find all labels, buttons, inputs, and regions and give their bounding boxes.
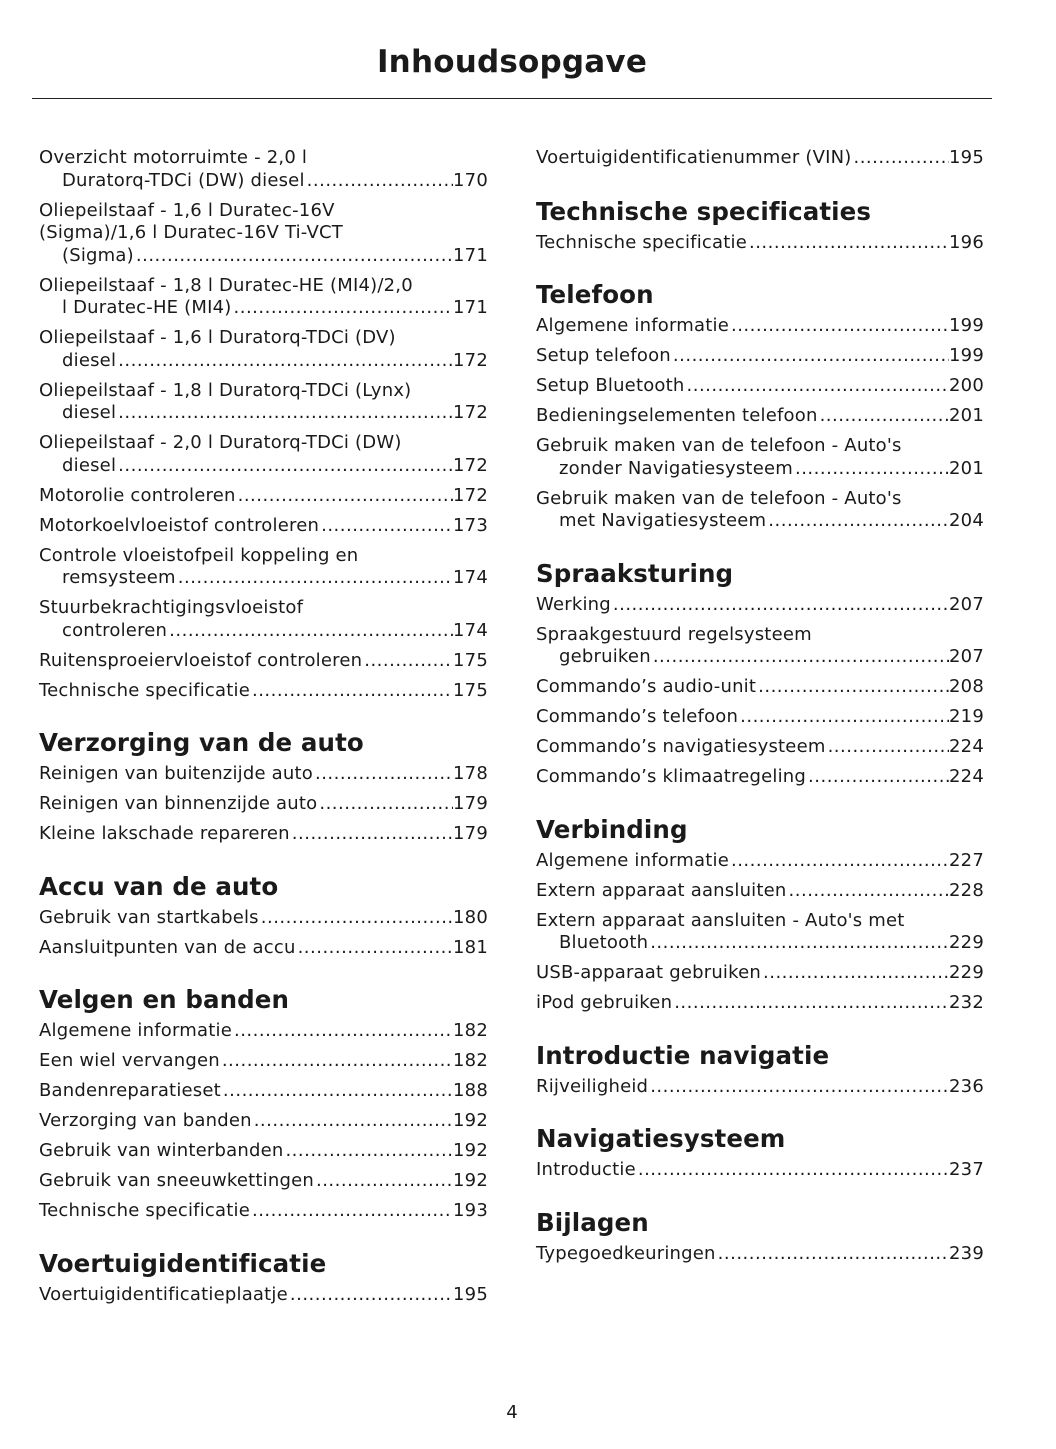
toc-page-number: 188 <box>453 1080 488 1101</box>
toc-entry-line: (Sigma)/1,6 l Duratec-16V Ti-VCT <box>39 222 343 243</box>
dot-leader <box>314 1170 453 1193</box>
toc-entry[interactable] <box>39 1200 488 1223</box>
dot-leader <box>672 992 949 1015</box>
toc-entry[interactable] <box>39 823 488 846</box>
toc-entry-title: Verzorging van banden <box>39 1110 252 1131</box>
toc-entry-line: Stuurbekrachtigingsvloeistof <box>39 597 304 618</box>
section-heading: Bijlagen <box>536 1207 649 1237</box>
toc-entry[interactable] <box>536 315 984 338</box>
dot-leader <box>636 1159 949 1182</box>
toc-page-number: 228 <box>949 879 984 901</box>
toc-entry-line: Oliepeilstaaf - 1,8 l Duratorq-TDCi (Lynx) <box>39 379 412 401</box>
toc-entry-title: Commando’s navigatiesysteem <box>536 736 826 757</box>
toc-entry-last-line <box>536 932 984 955</box>
toc-entry[interactable] <box>536 850 984 873</box>
dot-leader <box>651 646 949 669</box>
toc-page-number: 182 <box>453 1020 488 1041</box>
toc-page-number: 219 <box>949 706 984 727</box>
toc-page-number: 173 <box>453 514 488 536</box>
toc-entry-title: diesel <box>62 454 117 476</box>
toc-page-number: 193 <box>453 1200 488 1221</box>
dot-leader <box>259 907 453 930</box>
toc-entry[interactable] <box>39 1140 488 1163</box>
toc-page-number: 199 <box>949 345 984 366</box>
dot-leader <box>362 650 453 673</box>
toc-page-number: 229 <box>949 932 984 953</box>
toc-entry[interactable] <box>536 435 984 480</box>
toc-entry-title: Typegoedkeuringen <box>536 1242 716 1264</box>
toc-entry-title: Gebruik van sneeuwkettingen <box>39 1170 314 1191</box>
dot-leader <box>826 736 949 759</box>
toc-entry-line: Extern apparaat aansluiten - Auto's met <box>536 909 905 931</box>
toc-entry-title: diesel <box>62 349 117 371</box>
dot-leader <box>232 1020 453 1043</box>
toc-entry[interactable] <box>536 676 984 699</box>
toc-page-number: 172 <box>453 484 488 506</box>
section-heading: Accu van de auto <box>39 871 279 901</box>
dot-leader <box>221 1080 453 1103</box>
dot-leader <box>671 345 949 368</box>
dot-leader <box>220 1050 453 1073</box>
toc-page-number: 201 <box>949 457 984 479</box>
toc-page-number: 199 <box>949 315 984 336</box>
toc-entry-title: Motorkoelvloeistof controleren <box>39 514 320 536</box>
toc-entry-title: Bedieningselementen telefoon <box>536 405 818 426</box>
section-heading: Velgen en banden <box>39 985 290 1014</box>
toc-entry-line: Overzicht motorruimte - 2,0 l <box>39 147 308 168</box>
toc-entry[interactable] <box>39 515 488 538</box>
toc-entry[interactable] <box>536 736 984 759</box>
toc-entry-title: (Sigma) <box>62 244 134 266</box>
toc-page-number: 172 <box>453 454 488 476</box>
toc-page-number: 192 <box>453 1140 488 1161</box>
toc-entry-last-line <box>39 823 488 846</box>
toc-entry-title: Ruitensproeiervloeistof controleren <box>39 649 363 671</box>
toc-page-number: 195 <box>949 147 984 168</box>
section-heading: Voertuigidentificatie <box>39 1248 327 1278</box>
toc-page-number: 181 <box>453 936 488 958</box>
toc-entry-last-line <box>536 375 984 398</box>
toc-entry-title: remsysteem <box>62 567 176 588</box>
toc-entry-last-line <box>536 1076 984 1099</box>
toc-entry[interactable] <box>536 992 984 1015</box>
toc-entry[interactable] <box>39 597 488 642</box>
toc-page-number: 237 <box>949 1159 984 1180</box>
toc-entry-title: Algemene informatie <box>39 1020 232 1041</box>
toc-entry-title: Commando’s klimaatregeling <box>536 766 807 787</box>
dot-leader <box>611 594 949 617</box>
toc-entry-last-line <box>536 766 984 789</box>
toc-entry[interactable] <box>536 766 984 789</box>
toc-page-number: 174 <box>453 619 488 641</box>
toc-entry[interactable] <box>536 232 984 255</box>
section-heading: Telefoon <box>536 280 654 309</box>
toc-entry-last-line <box>39 793 488 816</box>
toc-entry-last-line <box>536 962 984 985</box>
toc-entry[interactable] <box>39 907 488 930</box>
dot-leader <box>818 405 949 428</box>
section-heading: Navigatiesysteem <box>536 1124 786 1153</box>
toc-page-number: 207 <box>949 593 984 615</box>
toc-page-number: 239 <box>949 1242 984 1264</box>
toc-entry-last-line <box>39 297 488 320</box>
toc-entry-title: Setup Bluetooth <box>536 375 685 396</box>
dot-leader <box>176 567 453 590</box>
toc-entry[interactable] <box>536 880 984 903</box>
toc-entry-last-line <box>39 937 488 960</box>
title-divider <box>32 98 992 99</box>
toc-entry-last-line <box>536 736 984 759</box>
toc-entry-title: Algemene informatie <box>536 849 729 871</box>
toc-entry-title: Reinigen van binnenzijde auto <box>39 793 318 814</box>
toc-entry-title: Bluetooth <box>559 932 649 953</box>
toc-entry-title: Gebruik van winterbanden <box>39 1140 284 1161</box>
toc-entry-last-line <box>536 646 984 669</box>
toc-entry-last-line <box>536 315 984 338</box>
toc-page-number: 172 <box>453 402 488 423</box>
toc-entry[interactable] <box>39 275 488 320</box>
toc-page-number: 227 <box>949 849 984 871</box>
toc-entry-last-line <box>536 850 984 873</box>
toc-entry-last-line <box>39 245 488 268</box>
toc-entry-title: Reinigen van buitenzijde auto <box>39 763 313 784</box>
dot-leader <box>236 485 453 508</box>
toc-entry[interactable] <box>39 793 488 816</box>
toc-page-number: 172 <box>453 349 488 371</box>
toc-entry[interactable] <box>536 375 984 398</box>
toc-entry-title: controleren <box>62 619 168 641</box>
dot-leader <box>232 297 454 320</box>
toc-entry-last-line <box>39 350 488 373</box>
toc-entry[interactable] <box>39 327 488 372</box>
toc-entry[interactable] <box>39 1080 488 1103</box>
toc-entry-last-line <box>39 515 488 538</box>
toc-page-number: 179 <box>453 793 488 814</box>
toc-entry-last-line <box>39 1020 488 1043</box>
toc-entry[interactable] <box>536 405 984 428</box>
toc-page-number: 171 <box>453 297 488 318</box>
toc-entry-last-line <box>536 1243 984 1266</box>
toc-page-number: 171 <box>453 244 488 266</box>
toc-page-number: 175 <box>453 679 488 701</box>
toc-entry-title: met Navigatiesysteem <box>559 510 767 531</box>
toc-entry-last-line <box>39 455 488 478</box>
toc-entry-last-line <box>536 992 984 1015</box>
toc-entry[interactable] <box>39 1110 488 1133</box>
toc-entry[interactable] <box>536 706 984 729</box>
toc-page-number: 192 <box>453 1110 488 1131</box>
toc-entry-last-line <box>39 1170 488 1193</box>
dot-leader <box>747 232 949 255</box>
dot-leader <box>793 458 949 481</box>
dot-leader <box>648 932 949 955</box>
toc-entry[interactable] <box>39 1170 488 1193</box>
toc-page-number: 196 <box>949 231 984 253</box>
toc-entry-line: Oliepeilstaaf - 1,6 l Duratorq-TDCi (DV) <box>39 327 396 348</box>
section-heading: Technische specificaties <box>536 196 872 226</box>
toc-entry-last-line <box>536 405 984 428</box>
dot-leader <box>116 402 453 425</box>
toc-entry-last-line <box>39 1200 488 1223</box>
toc-page-number: 180 <box>453 906 488 928</box>
toc-entry[interactable] <box>536 147 984 170</box>
toc-page-number: 200 <box>949 375 984 396</box>
dot-leader <box>716 1243 949 1266</box>
toc-page-number: 174 <box>453 567 488 588</box>
toc-entry-last-line <box>536 345 984 368</box>
section-heading: Verbinding <box>536 814 688 844</box>
toc-entry-line: Spraakgestuurd regelsysteem <box>536 623 812 645</box>
toc-entry[interactable] <box>39 485 488 508</box>
toc-entry-title: Gebruik van startkabels <box>39 906 259 928</box>
dot-leader <box>290 823 453 846</box>
toc-entry-last-line <box>39 485 488 508</box>
toc-page-number: 195 <box>453 1283 488 1305</box>
toc-entry-last-line <box>39 680 488 703</box>
toc-entry-last-line <box>39 907 488 930</box>
dot-leader <box>761 962 949 985</box>
toc-entry[interactable] <box>39 380 488 425</box>
toc-entry[interactable] <box>536 910 984 955</box>
toc-entry-last-line <box>536 232 984 255</box>
dot-leader <box>806 766 949 789</box>
dot-leader <box>317 793 453 816</box>
toc-entry-last-line <box>536 1159 984 1182</box>
toc-entry-title: Een wiel vervangen <box>39 1050 220 1071</box>
dot-leader <box>738 706 949 729</box>
page-title: Inhoudsopgave <box>376 44 648 80</box>
toc-entry[interactable] <box>39 1284 488 1307</box>
toc-entry[interactable] <box>39 545 488 590</box>
toc-entry-last-line <box>39 402 488 425</box>
toc-page-number: 224 <box>949 766 984 787</box>
dot-leader <box>296 937 453 960</box>
toc-entry-title: Kleine lakschade repareren <box>39 823 290 844</box>
toc-entry-last-line <box>536 458 984 481</box>
toc-entry[interactable] <box>39 432 488 477</box>
dot-leader <box>252 1110 453 1133</box>
toc-entry[interactable] <box>39 937 488 960</box>
dot-leader <box>250 1200 453 1223</box>
section-heading: Verzorging van de auto <box>39 728 364 757</box>
toc-entry-title: Commando’s audio-unit <box>536 676 757 697</box>
toc-page-number: 207 <box>949 646 984 667</box>
section-heading: Spraaksturing <box>536 558 734 588</box>
toc-entry-title: diesel <box>62 402 117 423</box>
toc-page-number: 204 <box>949 510 984 531</box>
dot-leader <box>648 1076 949 1099</box>
toc-entry-last-line <box>39 620 488 643</box>
toc-entry-line: Gebruik maken van de telefoon - Auto's <box>536 435 902 456</box>
toc-entry[interactable] <box>39 147 488 192</box>
dot-leader <box>313 763 453 786</box>
toc-entry-line: Oliepeilstaaf - 1,8 l Duratec-HE (MI4)/2,0 <box>39 274 413 296</box>
toc-entry-line: Gebruik maken van de telefoon - Auto's <box>536 487 902 509</box>
toc-entry-last-line <box>39 1110 488 1133</box>
toc-entry-title: zonder Navigatiesysteem <box>559 457 793 479</box>
toc-entry-title: Introductie <box>536 1159 636 1180</box>
toc-entry-last-line <box>39 1284 488 1307</box>
dot-leader <box>116 350 453 373</box>
toc-page-number: 236 <box>949 1075 984 1097</box>
toc-page-number: 179 <box>453 823 488 844</box>
toc-entry[interactable] <box>536 345 984 368</box>
toc-page-number: 232 <box>949 992 984 1013</box>
dot-leader <box>729 850 949 873</box>
toc-entry[interactable] <box>39 200 488 268</box>
toc-entry-last-line <box>536 676 984 699</box>
toc-entry-title: Motorolie controleren <box>39 484 236 506</box>
toc-entry-title: iPod gebruiken <box>536 992 673 1013</box>
toc-entry-title: Aansluitpunten van de accu <box>39 936 296 958</box>
toc-entry[interactable] <box>536 962 984 985</box>
toc-entry-last-line <box>39 1080 488 1103</box>
toc-page-number: 170 <box>453 169 488 191</box>
section-heading: Introductie navigatie <box>536 1040 830 1070</box>
dot-leader <box>288 1284 453 1307</box>
dot-leader <box>319 515 453 538</box>
toc-entry-last-line <box>536 880 984 903</box>
toc-entry-title: Bandenreparatieset <box>39 1080 221 1101</box>
toc-entry-title: Technische specificatie <box>536 231 747 253</box>
toc-page-number: 201 <box>949 405 984 426</box>
toc-entry[interactable] <box>39 1020 488 1043</box>
toc-entry-title: l Duratec-HE (MI4) <box>62 297 232 318</box>
toc-entry-last-line <box>536 510 984 533</box>
dot-leader <box>787 880 950 903</box>
toc-entry[interactable] <box>39 1050 488 1073</box>
toc-entry-title: Werking <box>536 593 611 615</box>
toc-entry-last-line <box>536 147 984 170</box>
dot-leader <box>729 315 949 338</box>
dot-leader <box>167 620 453 643</box>
toc-entry-last-line <box>39 567 488 590</box>
toc-entry[interactable] <box>536 624 984 669</box>
toc-right-column <box>536 147 984 1273</box>
toc-entry-title: Algemene informatie <box>536 315 729 336</box>
toc-page-number: 229 <box>949 962 984 983</box>
toc-entry[interactable] <box>39 763 488 786</box>
toc-entry[interactable] <box>536 594 984 617</box>
toc-entry-title: Extern apparaat aansluiten <box>536 879 787 901</box>
toc-entry-title: Setup telefoon <box>536 345 671 366</box>
toc-page-number: 192 <box>453 1170 488 1191</box>
toc-entry-last-line <box>39 1050 488 1073</box>
toc-left-column <box>39 147 488 1314</box>
toc-entry-last-line <box>536 594 984 617</box>
toc-entry-line: Oliepeilstaaf - 1,6 l Duratec-16V <box>39 199 335 221</box>
toc-entry-title: Voertuigidentificatieplaatje <box>39 1283 288 1305</box>
toc-page-number: 182 <box>453 1050 488 1071</box>
toc-page-number: 208 <box>949 676 984 697</box>
toc-page-number: 178 <box>453 763 488 784</box>
toc-page-number: 224 <box>949 736 984 757</box>
page-number: 4 <box>506 1402 518 1423</box>
dot-leader <box>305 170 453 193</box>
dot-leader <box>283 1140 453 1163</box>
toc-page-number: 175 <box>453 649 488 671</box>
toc-entry-last-line <box>536 706 984 729</box>
toc-entry[interactable] <box>39 650 488 673</box>
toc-entry-line: Oliepeilstaaf - 2,0 l Duratorq-TDCi (DW) <box>39 432 402 453</box>
toc-entry-title: Technische specificatie <box>39 1200 250 1221</box>
toc-entry-last-line <box>39 763 488 786</box>
toc-entry[interactable] <box>536 1159 984 1182</box>
toc-entry-title: Duratorq-TDCi (DW) diesel <box>62 169 305 191</box>
dot-leader <box>116 455 453 478</box>
toc-entry-line: Controle vloeistofpeil koppeling en <box>39 544 359 566</box>
dot-leader <box>250 680 453 703</box>
toc-entry-title: Commando’s telefoon <box>536 706 739 727</box>
dot-leader <box>766 510 949 533</box>
dot-leader <box>134 245 453 268</box>
toc-entry-title: gebruiken <box>559 646 651 667</box>
toc-entry-title: USB-apparaat gebruiken <box>536 962 761 983</box>
dot-leader <box>685 375 950 398</box>
toc-entry-last-line <box>39 170 488 193</box>
toc-entry[interactable] <box>39 680 488 703</box>
toc-entry-title: Technische specificatie <box>39 679 250 701</box>
toc-entry-title: Rijveiligheid <box>536 1075 649 1097</box>
dot-leader <box>756 676 949 699</box>
toc-entry-last-line <box>39 1140 488 1163</box>
toc-entry[interactable] <box>536 1243 984 1266</box>
toc-entry-title: Voertuigidentificatienummer (VIN) <box>536 147 852 168</box>
dot-leader <box>851 147 949 170</box>
toc-entry[interactable] <box>536 1076 984 1099</box>
toc-entry[interactable] <box>536 488 984 533</box>
toc-entry-last-line <box>39 650 488 673</box>
